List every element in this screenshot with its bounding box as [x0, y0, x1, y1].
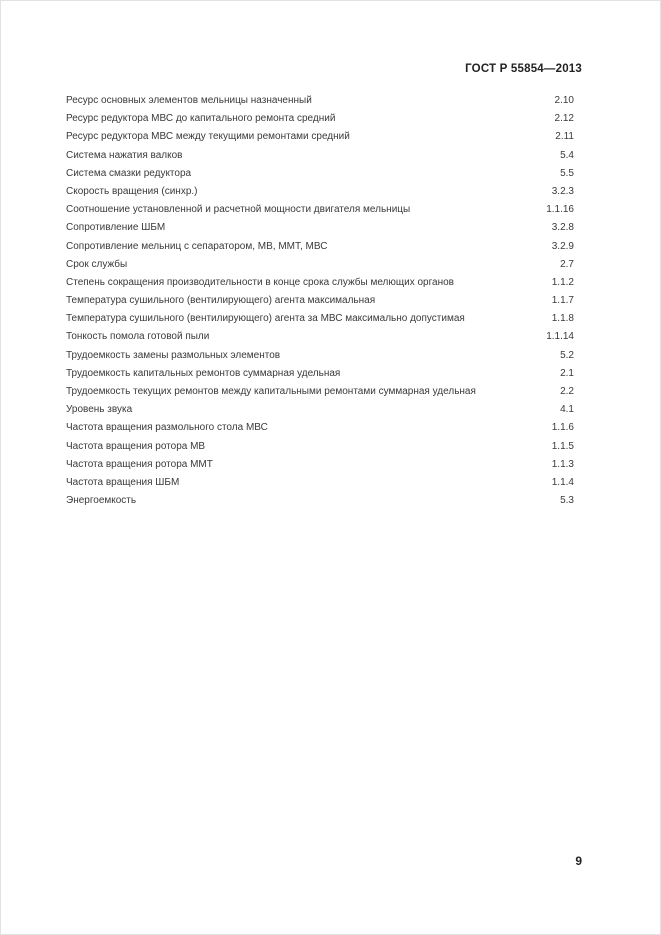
index-list — [66, 92, 574, 510]
entry-term: Ресурс редуктора МВС между текущими ремонтами средний — [66, 131, 350, 143]
index-entry — [66, 365, 574, 383]
index-entry — [66, 492, 574, 510]
entry-ref: 5.3 — [560, 495, 574, 507]
entry-ref: 1.1.5 — [551, 440, 574, 452]
entry-ref: 5.4 — [560, 149, 574, 161]
entry-term: Сопротивление ШБМ — [66, 222, 166, 234]
entry-term: Частота вращения ротора ММТ — [66, 458, 213, 470]
index-entry — [66, 201, 574, 219]
entry-term: Ресурс редуктора МВС до капитального ремонта средний — [66, 113, 336, 125]
index-entry — [66, 438, 574, 456]
entry-ref: 1.1.6 — [551, 422, 574, 434]
entry-term: Частота вращения размольного стола МВС — [66, 422, 268, 434]
entry-term: Энергоемкость — [66, 495, 137, 507]
index-entry — [66, 419, 574, 437]
entry-term: Трудоемкость капитальных ремонтов суммарная удельная — [66, 367, 341, 379]
index-entry — [66, 456, 574, 474]
entry-ref: 4.1 — [560, 404, 574, 416]
index-entry — [66, 401, 574, 419]
index-entry — [66, 256, 574, 274]
index-entry — [66, 128, 574, 146]
entry-ref: 1.1.8 — [551, 313, 574, 325]
index-entry — [66, 147, 574, 165]
standard-number: ГОСТ Р 55854—2013 — [465, 63, 582, 75]
entry-term: Ресурс основных элементов мельницы назначенный — [66, 95, 312, 106]
page-footer — [66, 854, 582, 868]
entry-ref: 1.1.16 — [546, 204, 574, 216]
entry-ref: 2.1 — [560, 367, 574, 379]
entry-term: Сопротивление мельниц с сепаратором, МВ, ММТ, МВС — [66, 240, 328, 252]
entry-ref: 3.2.8 — [551, 222, 574, 234]
entry-term: Частота вращения ШБМ — [66, 476, 180, 488]
entry-term: Уровень звука — [66, 404, 133, 416]
index-entry — [66, 110, 574, 128]
index-entry — [66, 474, 574, 492]
index-entry — [66, 328, 574, 346]
index-entry — [66, 219, 574, 237]
index-entry — [66, 310, 574, 328]
entry-ref: 2.11 — [555, 131, 574, 143]
index-entry — [66, 292, 574, 310]
entry-term: Соотношение установленной и расчетной мощности двигателя мельницы — [66, 204, 411, 216]
entry-ref: 3.2.9 — [551, 240, 574, 252]
entry-term: Скорость вращения (синхр.) — [66, 185, 198, 197]
entry-ref: 1.1.2 — [551, 276, 574, 288]
entry-term: Температура сушильного (вентилирующего) агента за МВС максимально допустимая — [66, 313, 465, 325]
entry-ref: 1.1.3 — [551, 458, 574, 470]
index-entry — [66, 274, 574, 292]
entry-term: Система смазки редуктора — [66, 167, 192, 179]
document-header — [66, 63, 582, 75]
index-entry — [66, 347, 574, 365]
index-entry — [66, 183, 574, 201]
entry-ref: 5.2 — [560, 349, 574, 361]
entry-term: Степень сокращения производительности в конце срока службы мелющих органов — [66, 276, 454, 288]
entry-ref: 1.1.4 — [551, 476, 574, 488]
index-entry — [66, 165, 574, 183]
index-entry — [66, 238, 574, 256]
index-entry — [66, 92, 574, 110]
entry-ref: 5.5 — [560, 167, 574, 179]
entry-term: Трудоемкость текущих ремонтов между капитальными ремонтами суммарная удельная — [66, 386, 476, 397]
entry-ref: 2.2 — [560, 386, 574, 397]
page-number: 9 — [575, 854, 582, 868]
entry-ref: 2.7 — [560, 258, 574, 270]
entry-term: Тонкость помола готовой пыли — [66, 331, 210, 343]
entry-term: Частота вращения ротора МВ — [66, 440, 206, 452]
entry-term: Срок службы — [66, 258, 128, 270]
entry-ref: 2.10 — [554, 95, 574, 106]
entry-term: Температура сушильного (вентилирующего) агента максимальная — [66, 295, 376, 307]
entry-ref: 3.2.3 — [551, 185, 574, 197]
entry-term: Трудоемкость замены размольных элементов — [66, 349, 281, 361]
entry-ref: 1.1.7 — [551, 295, 574, 307]
entry-ref: 2.12 — [554, 113, 574, 125]
entry-term: Система нажатия валков — [66, 149, 183, 161]
index-entry — [66, 383, 574, 401]
entry-ref: 1.1.14 — [546, 331, 574, 343]
